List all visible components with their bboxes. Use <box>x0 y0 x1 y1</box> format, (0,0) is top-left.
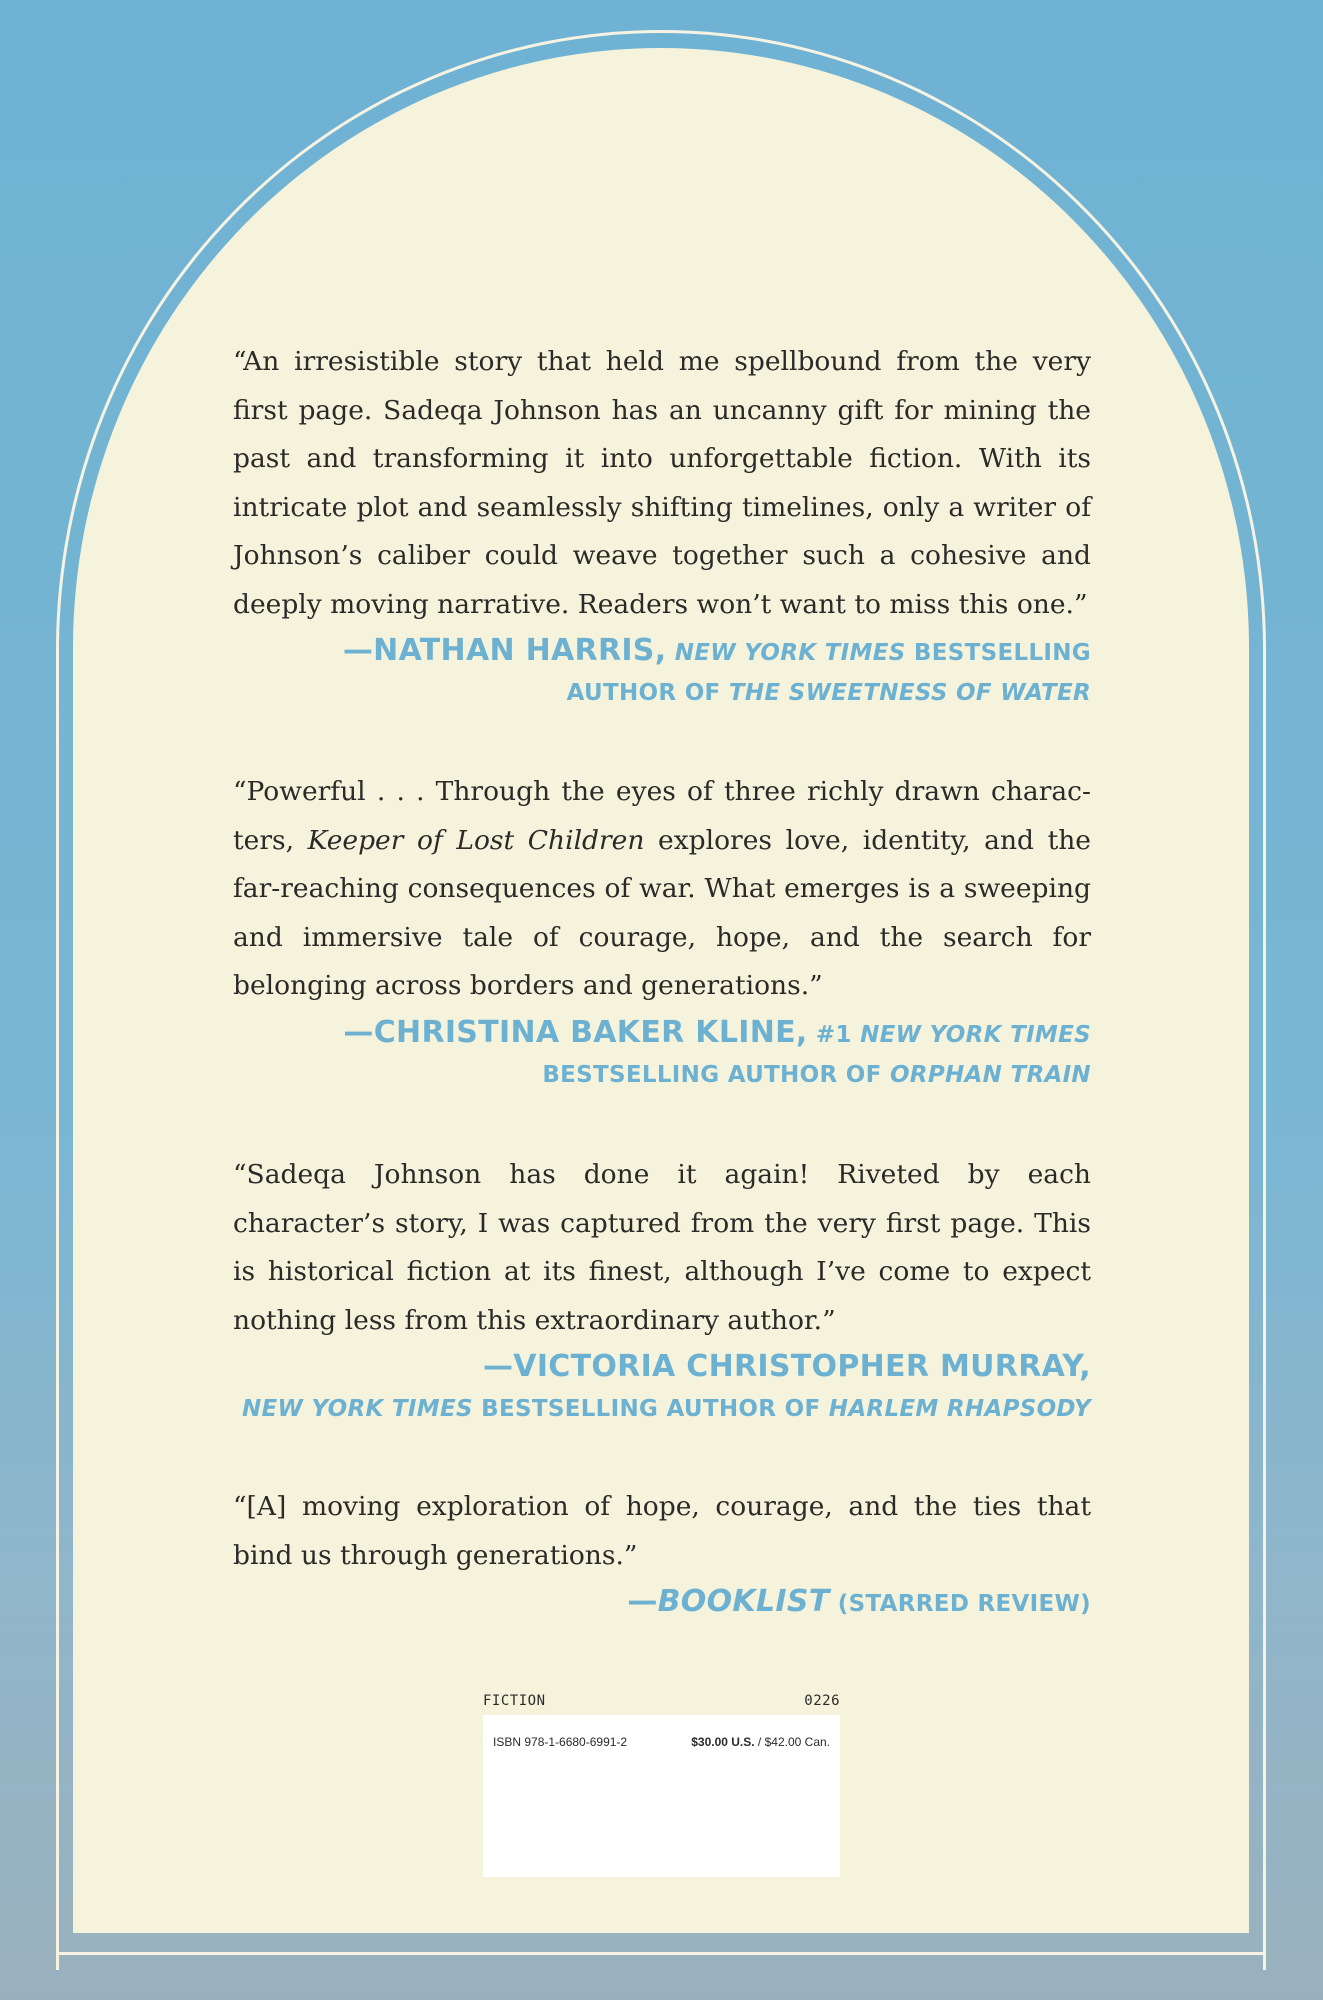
blurb-attribution: —VICTORIA CHRISTOPHER MURRAY, NEW YORK TIMES BESTSELLING AUTHOR OF HARLEM RHAPSODY <box>241 1349 1091 1422</box>
price-us: $30.00 U.S. <box>691 1735 755 1749</box>
attribution-name: —NATHAN HARRIS, <box>342 633 667 668</box>
blurb-attribution: —NATHAN HARRIS, NEW YORK TIMES BESTSELLING AUTHOR OF THE SWEETNESS OF WATER <box>342 633 1091 706</box>
attribution-name: —VICTORIA CHRISTOPHER MURRAY, <box>483 1349 1091 1384</box>
blurb-nathan-harris <box>233 338 1091 713</box>
arch-outline-bottom <box>56 1952 1266 1955</box>
price: $30.00 U.S. / $42.00 Can. <box>691 1735 830 1749</box>
blurb-booklist <box>233 1483 1091 1624</box>
blurb-attribution: —CHRISTINA BAKER KLINE, #1 NEW YORK TIMES BESTSELLING AUTHOR OF ORPHAN TRAIN <box>343 1014 1091 1088</box>
category-code: 0226 <box>804 1693 840 1709</box>
price-can: $42.00 Can. <box>764 1735 830 1749</box>
blurb-quote: “Powerful . . . Through the eyes of three richly drawn characters, Keeper of Lost Children explores love, identity, and the far-reaching consequences of war. What emerges is a sweeping and immersive tale of courage, hope, and the search for belonging across borders and generations.” <box>233 776 1091 1001</box>
blurb-quote: “An irresistible story that held me spellbound from the very first page. Sadeqa Johnson has an uncanny gift for mining the past and transforming it into unforgettable fiction. With its intricate plot and seamlessly shifting timelines, only a writer of Johnson’s caliber could weave together such a cohesive and deeply moving narrative. Readers won’t want to miss this one.” <box>233 346 1091 620</box>
barcode-header <box>483 1693 840 1715</box>
blurb-victoria-christopher-murray <box>233 1151 1091 1429</box>
blurb-christina-baker-kline <box>233 768 1091 1095</box>
book-title: Keeper of Lost Children <box>307 824 645 856</box>
category-label: FICTION <box>483 1693 546 1709</box>
blurb-attribution: —BOOKLIST (STARRED REVIEW) <box>627 1584 1091 1619</box>
barcode-box <box>483 1715 840 1877</box>
attribution-name: —CHRISTINA BAKER KLINE, <box>343 1014 808 1050</box>
isbn-price-line <box>493 1735 830 1749</box>
blurb-quote: “Sadeqa Johnson has done it again! Riveted by each character’s story, I was captured from the very first page. This is historical fiction at its finest, although I’ve come to expect nothing less from this extraordinary author.” <box>233 1159 1091 1336</box>
barcode-area <box>483 1693 840 1877</box>
isbn: ISBN 978-1-6680-6991-2 <box>493 1735 628 1749</box>
blurb-quote: “[A] moving exploration of hope, courage, and the ties that bind us through generations.” <box>233 1491 1091 1571</box>
attribution-name: BOOKLIST <box>657 1584 830 1619</box>
